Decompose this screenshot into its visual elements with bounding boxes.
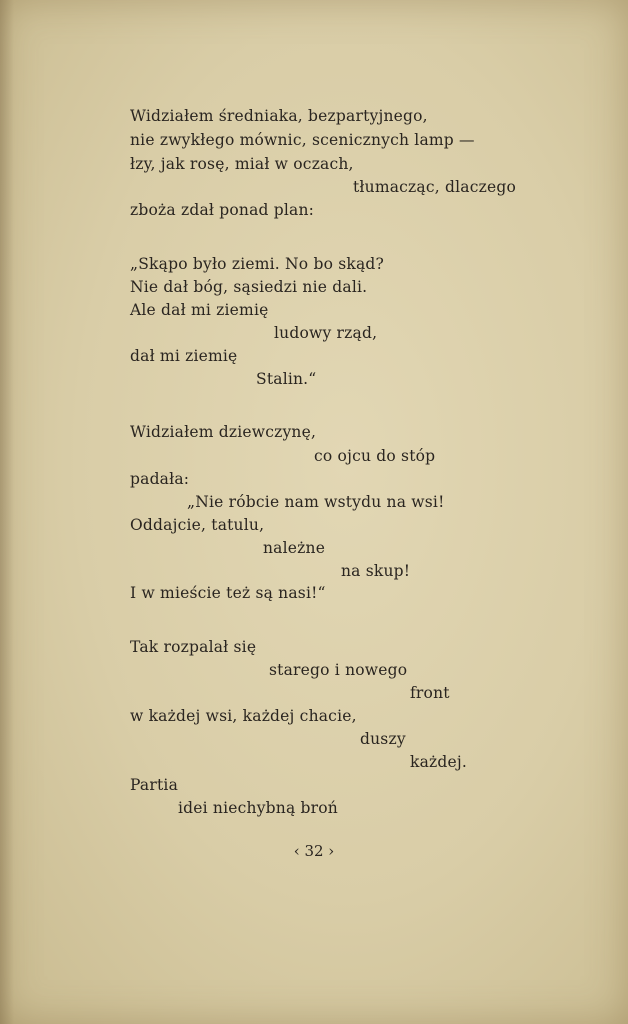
poem-line: ludowy rząd,: [274, 324, 378, 342]
poem-line: Ale dał mi ziemię: [130, 301, 269, 319]
poem-line: dał mi ziemię: [130, 347, 238, 365]
poem-line: Widziałem średniaka, bezpartyjnego,: [130, 107, 428, 125]
poem-line: Partia: [130, 776, 179, 794]
poem-line: każdej.: [410, 753, 468, 771]
poem-line: na skup!: [341, 562, 411, 580]
poem-line: Widziałem dziewczynę,: [130, 423, 317, 441]
poem-line: idei niechybną broń: [178, 799, 338, 817]
poem-line: zboża zdał ponad plan:: [130, 201, 315, 219]
poem-line: „Nie róbcie nam wstydu na wsi!: [187, 493, 445, 511]
poem-line: tłumacząc, dlaczego: [353, 178, 516, 196]
poem-line: front: [410, 684, 450, 702]
poem-line: należne: [263, 539, 326, 557]
poem-line: Nie dał bóg, sąsiedzi nie dali.: [130, 278, 368, 296]
poem-line: duszy: [360, 730, 406, 748]
poem-line: w każdej wsi, każdej chacie,: [130, 707, 357, 725]
poem-line: padała:: [130, 470, 190, 488]
poem-line: Tak rozpalał się: [130, 638, 257, 656]
poem-line: starego i nowego: [269, 661, 408, 679]
poem-line: Stalin.“: [256, 370, 317, 388]
poem-line: łzy, jak rosę, miał w oczach,: [130, 155, 354, 173]
poem-line: „Skąpo było ziemi. No bo skąd?: [130, 255, 385, 273]
page-number: ‹ 32 ›: [293, 842, 335, 860]
page-fold-shadow: [0, 0, 14, 1024]
poem-line: Oddajcie, tatulu,: [130, 516, 265, 534]
poem-line: co ojcu do stóp: [314, 447, 436, 465]
poem-line: nie zwykłego mównic, scenicznych lamp —: [130, 131, 475, 149]
poem-line: I w mieście też są nasi!“: [130, 584, 326, 602]
